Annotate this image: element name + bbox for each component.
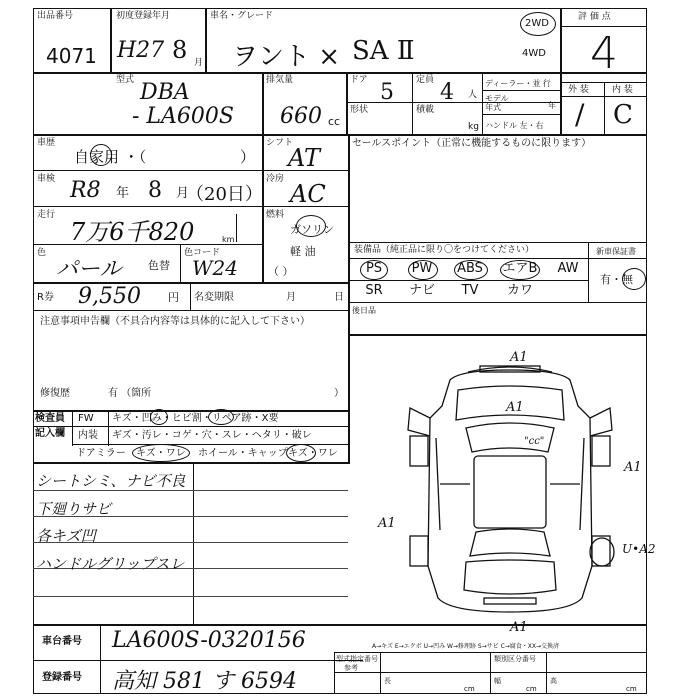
recycle-label: R券 — [37, 292, 54, 303]
width-unit: cm — [526, 685, 537, 693]
dealer-label: ディーラー・並 行 — [485, 79, 551, 88]
equipment-sr: SR — [365, 283, 383, 298]
mirror-circle — [132, 444, 190, 462]
divider — [110, 8, 112, 72]
year-unit: 年 — [548, 101, 556, 110]
color-label: 色 — [37, 248, 47, 258]
door-label: ドア — [350, 75, 368, 85]
lot-label: 出品番号 — [37, 11, 74, 21]
displacement-label: 排気量 — [266, 75, 294, 85]
drive-4wd: 4WD — [522, 48, 546, 59]
equipment-pw: PW — [411, 261, 433, 276]
divider — [262, 72, 264, 134]
handwritten-note-3: 各キズ凹 — [36, 527, 96, 545]
registration-label: 登録番号 — [42, 672, 82, 683]
color-value: パール — [56, 257, 122, 282]
exterior-value: / — [575, 98, 585, 131]
fw-circle-2 — [208, 409, 234, 425]
divider — [33, 660, 363, 661]
displacement-value: 660 — [280, 104, 322, 129]
recycle-unit: 円 — [168, 291, 179, 304]
inspector-label-2: 記入欄 — [35, 428, 65, 439]
aftermarket-label: 後日品 — [352, 306, 376, 315]
height-label: 高 — [550, 677, 557, 685]
equipment-ps-circle — [360, 260, 388, 280]
fuel-paren: （ ） — [268, 265, 294, 278]
ac-value: AC — [290, 180, 326, 208]
capacity-unit: 人 — [468, 90, 478, 100]
equipment-aw: AW — [557, 261, 579, 276]
repair-value: 有 （箇所 — [108, 388, 152, 399]
divider — [346, 72, 348, 134]
equipment-ps: PS — [365, 261, 383, 276]
divider — [490, 652, 491, 694]
inspection-month-unit: 月 — [176, 186, 190, 201]
divider — [33, 462, 348, 464]
history-label: 車歴 — [37, 138, 56, 148]
wheelcap-value: キズ・ワレ — [288, 448, 338, 459]
inspection-era: R8 — [70, 178, 101, 203]
divider — [412, 72, 413, 134]
new-warranty-label: 新車保証書 — [596, 247, 636, 256]
divider — [262, 134, 264, 282]
divider — [205, 8, 207, 72]
divider — [334, 652, 335, 694]
capacity-value: 4 — [440, 80, 454, 105]
divider — [482, 90, 560, 91]
mileage-unit: km — [222, 235, 235, 244]
equipment-pw-circle — [408, 260, 438, 280]
divider — [33, 624, 647, 626]
mirror-label: ドアミラー — [76, 448, 126, 459]
repair-close: ） — [334, 388, 344, 399]
lot-value: 4071 — [46, 44, 97, 68]
equipment-abs: ABS — [457, 261, 483, 276]
sales-point-label: セールスポイント（正常に機能するものに限ります） — [352, 138, 592, 149]
length-label: 長 — [384, 677, 391, 685]
divider — [72, 410, 73, 446]
history-circle — [90, 144, 112, 166]
score-value: 4 — [590, 28, 618, 79]
divider — [348, 302, 647, 303]
mileage-label: 走行 — [37, 210, 56, 220]
handwritten-note-2: 下廻りサビ — [36, 500, 112, 518]
equipment-airbag-circle — [500, 260, 540, 280]
score-label: 評 価 点 — [578, 12, 611, 22]
handwritten-note-1: シートシミ、ナビ不良 — [36, 472, 186, 490]
model-line1: DBA — [140, 80, 190, 105]
divider — [482, 114, 560, 115]
divider — [482, 72, 483, 134]
ac-label: 冷房 — [266, 174, 285, 184]
history-close: ） — [240, 148, 256, 166]
damage-mark-front: A1 — [510, 350, 528, 365]
interior-value: C — [613, 100, 633, 130]
new-warranty-value: 有・無 — [600, 273, 633, 286]
interior-label: 内 装 — [612, 85, 633, 95]
divider — [33, 426, 348, 427]
inspection-day: （20日） — [186, 184, 263, 205]
history-value: 自家用 ・（ — [74, 148, 147, 166]
name-grade-label: 車名・グレード — [210, 11, 274, 21]
fuel-circle — [296, 215, 326, 237]
divider — [33, 134, 647, 136]
note-line — [33, 596, 348, 597]
first-registration-era: H27 — [117, 38, 165, 63]
fuel-label: 燃料 — [266, 210, 285, 220]
handle-label: ハンドル 左・右 — [485, 121, 544, 130]
damage-mark-rear-right: U•A2 — [622, 542, 656, 556]
first-registration-month: 8 — [172, 36, 188, 64]
damage-mark-left: A1 — [378, 516, 396, 531]
damage-legend: A→キズ E→エクボ U→凹み W→修理跡 S→サビ C→腐食・XX→交換済 — [372, 643, 560, 650]
color-code-label: 色コード — [184, 248, 221, 258]
length-unit: cm — [464, 685, 475, 693]
weight-label: 積載 — [416, 105, 435, 115]
inspection-year-unit: 年 — [116, 186, 130, 201]
notes-label: 注意事項申告欄（不具合内容等は具体的に記入して下さい） — [40, 316, 310, 327]
equipment-airbag: エアB — [502, 261, 538, 276]
height-unit: cm — [626, 685, 637, 693]
equipment-leather: カワ — [506, 283, 533, 298]
equipment-abs-circle — [454, 260, 488, 280]
wheelcap-circle — [286, 444, 316, 462]
shape-label: 形状 — [350, 105, 369, 115]
damage-mark-hood: A1 — [506, 400, 524, 415]
model-line2: - LA600S — [132, 104, 234, 129]
car-name: ヲント × — [232, 42, 341, 72]
color-change-label: 色替 — [148, 259, 170, 272]
capacity-label: 定員 — [416, 75, 435, 85]
damage-mark-right: A1 — [624, 460, 642, 475]
interior-inspect-text: ギズ・汚レ・コゲ・穴・スレ・ヘタリ・破レ — [112, 430, 312, 441]
color-code-value: W24 — [192, 256, 239, 280]
warranty-month: 月 — [286, 292, 296, 303]
chassis-value: LA600S-0320156 — [112, 628, 306, 653]
first-registration-label: 初度登録年月 — [116, 11, 171, 21]
class-number-label: 類別区分番号 — [494, 655, 536, 663]
divider — [180, 244, 181, 282]
displacement-unit: cc — [328, 115, 341, 128]
registration-value: 高知 581 す 6594 — [112, 669, 297, 694]
inspector-label-1: 検査員 — [35, 413, 65, 424]
divider — [190, 282, 191, 310]
form-number-label: 型式指定番号 — [336, 655, 378, 663]
fw-label: FW — [78, 413, 94, 424]
divider — [100, 624, 101, 694]
month-unit: 月 — [194, 58, 204, 68]
divider — [33, 310, 348, 311]
form-number-ref: 参考 — [344, 664, 358, 672]
repair-label: 修復歴 — [40, 388, 70, 399]
width-label: 幅 — [494, 677, 501, 685]
shift-value: AT — [288, 144, 321, 172]
car-diagram — [350, 336, 646, 624]
drive-2wd: 2WD — [525, 18, 549, 29]
divider — [193, 464, 194, 624]
divider — [33, 410, 348, 412]
divider — [108, 410, 109, 446]
grade: SA Ⅱ — [352, 36, 415, 66]
equipment-navi: ナビ — [408, 283, 435, 298]
interior-inspect-label: 内装 — [78, 430, 98, 441]
handwritten-note-4: ハンドルグリップスレ — [36, 555, 185, 573]
inspection-label: 車検 — [37, 174, 56, 184]
equipment-tv: TV — [461, 283, 479, 298]
mirror-value: キズ・ワレ — [136, 448, 186, 459]
chassis-label: 車台番号 — [42, 636, 82, 647]
fuel-diesel: 軽 油 — [290, 245, 316, 258]
door-value: 5 — [380, 80, 394, 105]
wheelcap-label: ホイール・キャップ — [198, 448, 288, 459]
fuel-gasoline: ガソリン — [290, 223, 334, 236]
divider — [348, 242, 647, 243]
damage-mark-rear: A1 — [510, 620, 528, 635]
damage-mark-interior: "cc" — [524, 436, 545, 447]
model-label: 型式 — [116, 75, 135, 85]
warranty-day: 日 — [334, 292, 344, 303]
divider — [560, 26, 647, 27]
exterior-label: 外 装 — [568, 85, 589, 95]
model-year-label: モデル年式 — [485, 94, 509, 112]
inspection-month: 8 — [148, 178, 162, 203]
warranty-label: 名変期限 — [194, 292, 234, 303]
fw-text: キズ・凹み・ヒビ割・リペア跡・X要 — [112, 413, 279, 424]
equipment-label: 装備品（純正品に限り〇をつけてください） — [354, 245, 535, 255]
divider — [560, 96, 647, 97]
shift-label: シフト — [266, 138, 294, 148]
mileage-value: 7万6千820 — [70, 218, 195, 246]
divider — [380, 652, 381, 694]
divider — [546, 652, 547, 694]
fw-circle-1 — [150, 409, 168, 425]
new-warranty-circle — [622, 268, 646, 290]
divider — [604, 82, 605, 134]
mileage-box — [236, 214, 237, 242]
recycle-value: 9,550 — [78, 284, 141, 309]
weight-unit: kg — [468, 122, 479, 132]
